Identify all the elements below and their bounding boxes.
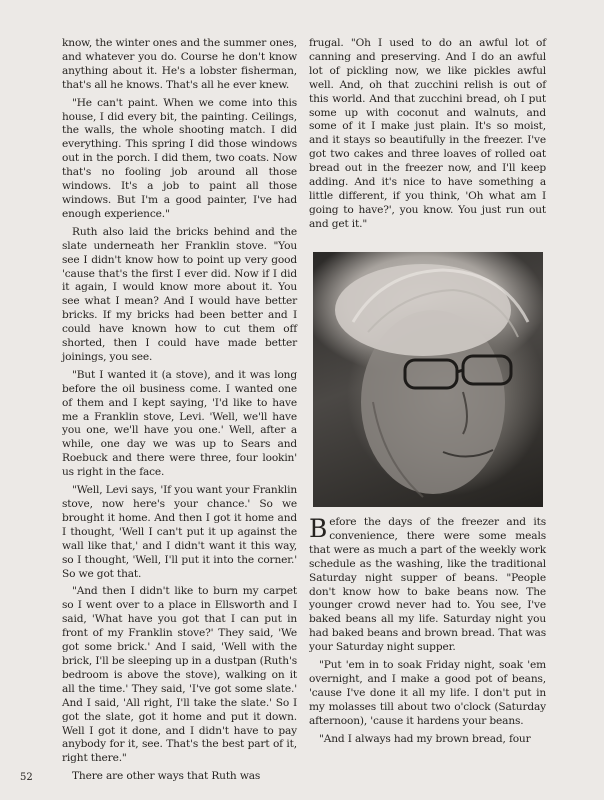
paragraph <box>309 516 546 655</box>
portrait-illustration <box>313 252 543 507</box>
paragraph: "And I always had my brown bread, four <box>319 732 531 745</box>
paragraph: There are other ways that Ruth was <box>72 770 261 783</box>
paragraph: "He can't paint. When we come into this house, I did every bit, the painting. Ceilings, the walls, the whole shooting match. I did everything. This spring I did those windows out in the porch. I did them, two coats. Now that's no fooling job around all those windows. It's a job to paint all those windows. But I'm a good painter, I've had enough experience." <box>62 96 297 220</box>
paragraph: frugal. "Oh I used to do an awful lot of canning and preserving. And I do an awful lot of pickling now, we like pickles awful well. And, oh that zucchini relish is out of this world. And that zucchini bread, oh I put some up with coconut and walnuts, and some of it I make just plain. It's so moist, and it stays so beautifully in the freezer. I've got two cakes and three loaves of rolled oat bread out in the freezer now, and I'll keep adding. And it's nice to have something a little different, if you think, 'Oh what am I going to have?', you know. You just run out and get it." <box>309 37 546 230</box>
drop-cap: B <box>309 514 328 543</box>
left-text-column <box>62 37 297 784</box>
paragraph: know, the winter ones and the summer ones, and whatever you do. Course he don't know anything about it. He's a lobster fisherman, that's all he knows. That's all he ever knew. <box>62 37 297 91</box>
paragraph: "And then I didn't like to burn my carpet so I went over to a place in Ellsworth and I said, 'What have you got that I can put in front of my Franklin stove?' They said, 'We got some brick.' And I said, 'Well with the brick, I'll be sleeping up in a dustpan (Ruth's bedroom is above the stove), walking on it all the time.' They said, 'I've got some slate.' And I said, 'All right, I'll take the slate.' So I got the slate, got it home and put it down. Well I got it done, and I didn't have to pay anybody for it, see. That's the best part of it, right there." <box>62 585 297 765</box>
paragraph: "Put 'em in to soak Friday night, soak 'em overnight, and I make a good pot of beans, 'cause I've done it all my life. I don't put in my molasses till about two o'clock (Saturday afternoon), 'cause it hardens your beans. <box>309 659 546 727</box>
paragraph: "But I wanted it (a stove), and it was long before the oil business come. I wanted one of them and I kept saying, 'I'd like to have me a Franklin stove, Levi. 'Well, we'll have you one, we'll have you one.' Well, after a while, one day we was up to Sears and Roebuck and there were three, four lookin' us right in the face. <box>62 368 297 479</box>
portrait-photo <box>313 252 543 507</box>
paragraph: Ruth also laid the bricks behind and the slate underneath her Franklin stove. "You see I didn't know how to point up very good 'cause that's the first I ever did. Now if I did it again, I would know more about it. You see what I mean? And I would have better bricks. If my bricks had been better and I could have known how to cut them off shorted, then I could have made better joinings, you see. <box>62 225 297 363</box>
paragraph: "Well, Levi says, 'If you want your Franklin stove, now here's your chance.' So we brought it home. And then I got it home and I thought, 'Well I can't put it up against the wall like that,' and I didn't want it this way, so I thought, 'Well, I'll put it into the corner.' So we got that. <box>62 484 297 580</box>
paragraph-text: efore the days of the freezer and its convenience, there were some meals that were as much a part of the weekly work schedule as the washing, like the traditional Saturday night supper of beans. "People don't know how to bake beans now. The younger crowd never had to. You see, I've baked beans all my life. Saturday night you had baked beans and brown bread. That was your Saturday night supper. <box>309 516 546 654</box>
page-number: 52 <box>20 772 33 783</box>
right-text-column-bottom <box>309 516 546 747</box>
right-text-column-top <box>309 37 546 232</box>
